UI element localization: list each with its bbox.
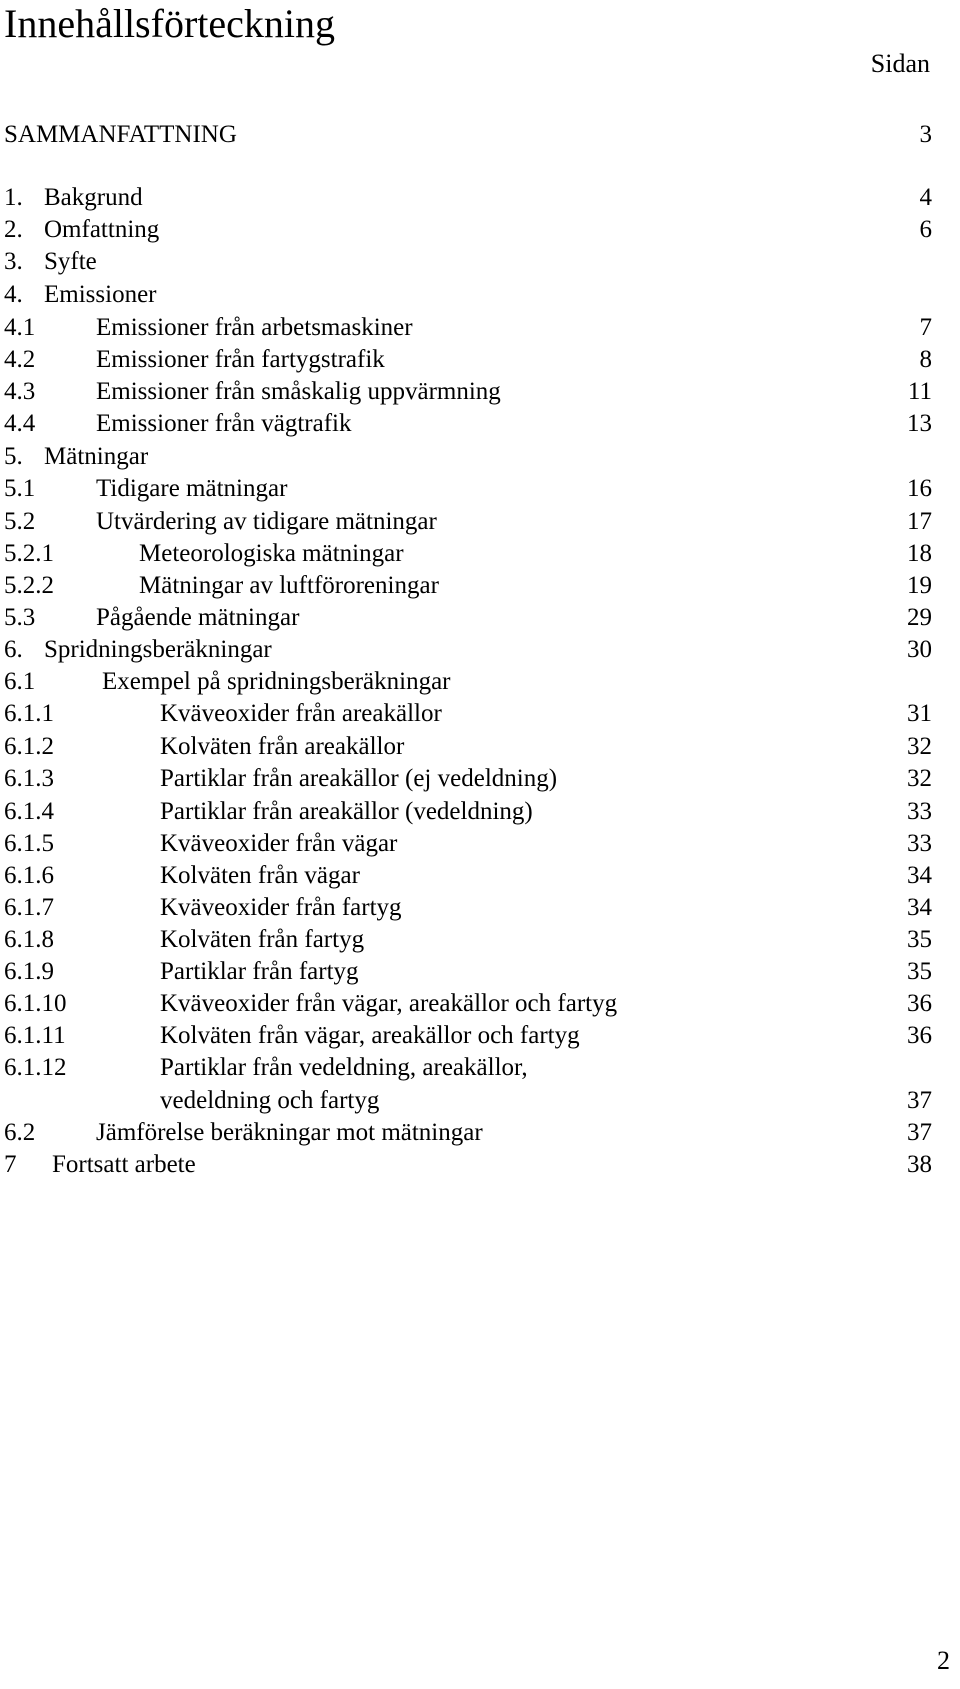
toc-number: SAMMANFATTNING	[4, 121, 237, 148]
toc-label: Kväveoxider från fartyg	[160, 894, 402, 921]
toc-number: 6.1.11	[4, 1022, 66, 1049]
toc-entry-5-2-2[interactable]	[0, 570, 932, 602]
toc-label: Emissioner	[44, 281, 157, 308]
toc-number: 4.4	[4, 410, 36, 437]
toc-page-number: 32	[907, 733, 932, 760]
toc-label: Jämförelse beräkningar mot mätningar	[96, 1119, 483, 1146]
toc-label: Spridningsberäkningar	[44, 636, 272, 663]
toc-label: Kolväten från vägar	[160, 862, 360, 889]
toc-page-number: 32	[907, 765, 932, 792]
toc-entry-sammanfattning[interactable]	[0, 119, 932, 151]
toc-number: 5.2	[4, 508, 36, 535]
toc-label: Emissioner från småskalig uppvärmning	[96, 378, 501, 405]
toc-entry-6-2[interactable]	[0, 1117, 932, 1149]
toc-entry-spridningsberakningar[interactable]	[0, 634, 932, 666]
page-title: Innehållsförteckning	[4, 1, 335, 46]
toc-page-number: 37	[907, 1087, 932, 1114]
toc-number: 2.	[4, 216, 23, 243]
toc-page-number: 11	[907, 378, 932, 405]
toc-label: Kolväten från vägar, areakällor och fartyg	[160, 1022, 580, 1049]
toc-label: Omfattning	[44, 216, 160, 243]
toc-page-number: 18	[907, 540, 932, 567]
toc-page-number: 3	[919, 121, 932, 148]
toc-page-number: 19	[907, 572, 932, 599]
toc-page-number: 33	[907, 798, 932, 825]
toc-entry-6-1-2[interactable]	[0, 731, 932, 763]
toc-page-number: 36	[907, 1022, 932, 1049]
toc-page-number: 16	[907, 475, 932, 502]
toc-number: 6.1	[4, 668, 36, 695]
toc-number: 5.2.2	[4, 572, 54, 599]
toc-number: 6.1.12	[4, 1054, 67, 1081]
toc-label: Syfte	[44, 248, 97, 275]
toc-page-number: 4	[919, 184, 932, 211]
toc-number: 4.	[4, 281, 23, 308]
toc-page-number: 34	[907, 862, 932, 889]
toc-number: 6.1.4	[4, 798, 54, 825]
toc-page-number: 33	[907, 830, 932, 857]
toc-number: 5.3	[4, 604, 36, 631]
toc-number: 7	[4, 1151, 17, 1178]
toc-entry-5-3[interactable]	[0, 602, 932, 634]
toc-label: Mätningar av luftföroreningar	[139, 572, 439, 599]
toc-number: 6.1.2	[4, 733, 54, 760]
toc-label: Exempel på spridningsberäkningar	[102, 668, 451, 695]
toc-entry-omfattning[interactable]	[0, 214, 932, 246]
toc-number: 6.1.9	[4, 958, 54, 985]
toc-entry-5-2-1[interactable]	[0, 538, 932, 570]
toc-entry-4-2[interactable]	[0, 344, 932, 376]
toc-number: 4.3	[4, 378, 36, 405]
toc-number: 6.1.3	[4, 765, 54, 792]
toc-page-number: 35	[907, 958, 932, 985]
toc-entry-6-1-7[interactable]	[0, 892, 932, 924]
toc-entry-6-1-8[interactable]	[0, 924, 932, 956]
toc-page-number: 36	[907, 990, 932, 1017]
toc-label: Meteorologiska mätningar	[139, 540, 404, 567]
toc-number: 4.2	[4, 346, 36, 373]
toc-page-number: 8	[919, 346, 932, 373]
toc-entry-fortsatt-arbete[interactable]	[0, 1149, 932, 1181]
toc-entry-6-1-9[interactable]	[0, 956, 932, 988]
toc-number: 3.	[4, 248, 23, 275]
toc-entry-6-1-10[interactable]	[0, 988, 932, 1020]
toc-number: 6.1.8	[4, 926, 54, 953]
toc-page-number: 34	[907, 894, 932, 921]
toc-number: 6.	[4, 636, 23, 663]
toc-label: Tidigare mätningar	[96, 475, 288, 502]
toc-entry-6-1-6[interactable]	[0, 860, 932, 892]
toc-number: 6.1.7	[4, 894, 54, 921]
page-number: 2	[937, 1646, 950, 1675]
toc-label: Kolväten från areakällor	[160, 733, 405, 760]
toc-number: 4.1	[4, 314, 36, 341]
toc-entry-syfte[interactable]	[0, 246, 932, 278]
toc-label: Emissioner från arbetsmaskiner	[96, 314, 413, 341]
toc-entry-4-4[interactable]	[0, 408, 932, 440]
toc-label: Emissioner från vägtrafik	[96, 410, 352, 437]
toc-number: 1.	[4, 184, 23, 211]
toc-number: 5.1	[4, 475, 36, 502]
toc-label: Partiklar från areakällor (ej vedeldning)	[160, 765, 558, 792]
toc-page-number: 29	[907, 604, 932, 631]
toc-label: Bakgrund	[44, 184, 143, 211]
toc-entry-5-2[interactable]	[0, 506, 932, 538]
toc-entry-6-1-3[interactable]	[0, 763, 932, 795]
toc-label: Kväveoxider från vägar, areakällor och fartyg	[160, 990, 618, 1017]
toc-label: vedeldning och fartyg	[160, 1087, 380, 1114]
toc-entry-4-1[interactable]	[0, 312, 932, 344]
toc-label: Kolväten från fartyg	[160, 926, 365, 953]
toc-entry-matningar[interactable]	[0, 441, 932, 473]
page-column-header: Sidan	[870, 49, 930, 78]
toc-entry-6-1[interactable]	[0, 666, 932, 698]
toc-page-number: 17	[907, 508, 932, 535]
toc-entry-emissioner[interactable]	[0, 279, 932, 311]
toc-page-number: 38	[907, 1151, 932, 1178]
toc-label: Pågående mätningar	[96, 604, 300, 631]
toc-label: Partiklar från vedeldning, areakällor,	[160, 1054, 528, 1081]
toc-entry-bakgrund[interactable]	[0, 182, 932, 214]
toc-number: 6.1.1	[4, 700, 54, 727]
toc-label: Utvärdering av tidigare mätningar	[96, 508, 437, 535]
toc-entry-6-1-12[interactable]	[0, 1052, 932, 1084]
toc-entry-6-1-4[interactable]	[0, 796, 932, 828]
toc-label: Fortsatt arbete	[52, 1151, 196, 1178]
toc-label: Kväveoxider från vägar	[160, 830, 398, 857]
toc-page-number: 13	[907, 410, 932, 437]
toc-number: 6.1.10	[4, 990, 67, 1017]
toc-number: 6.1.6	[4, 862, 54, 889]
toc-label: Emissioner från fartygstrafik	[96, 346, 385, 373]
toc-label: Partiklar från areakällor (vedeldning)	[160, 798, 533, 825]
toc-number: 5.	[4, 443, 23, 470]
toc-label: Partiklar från fartyg	[160, 958, 359, 985]
toc-page-number: 30	[907, 636, 932, 663]
toc-label: Kväveoxider från areakällor	[160, 700, 442, 727]
toc-entry-6-1-1[interactable]	[0, 698, 932, 730]
toc-page-number: 31	[907, 700, 932, 727]
toc-page-number: 35	[907, 926, 932, 953]
toc-number: 6.1.5	[4, 830, 54, 857]
toc-label: Mätningar	[44, 443, 149, 470]
toc-page-number: 37	[907, 1119, 932, 1146]
toc-page-number: 7	[919, 314, 932, 341]
toc-entry-6-1-12-continued[interactable]	[0, 1085, 932, 1117]
toc-number: 5.2.1	[4, 540, 54, 567]
toc-entry-6-1-5[interactable]	[0, 828, 932, 860]
toc-page-number: 6	[919, 216, 932, 243]
toc-number: 6.2	[4, 1119, 36, 1146]
toc-entry-5-1[interactable]	[0, 473, 932, 505]
toc-entry-4-3[interactable]	[0, 376, 932, 408]
toc-entry-6-1-11[interactable]	[0, 1020, 932, 1052]
